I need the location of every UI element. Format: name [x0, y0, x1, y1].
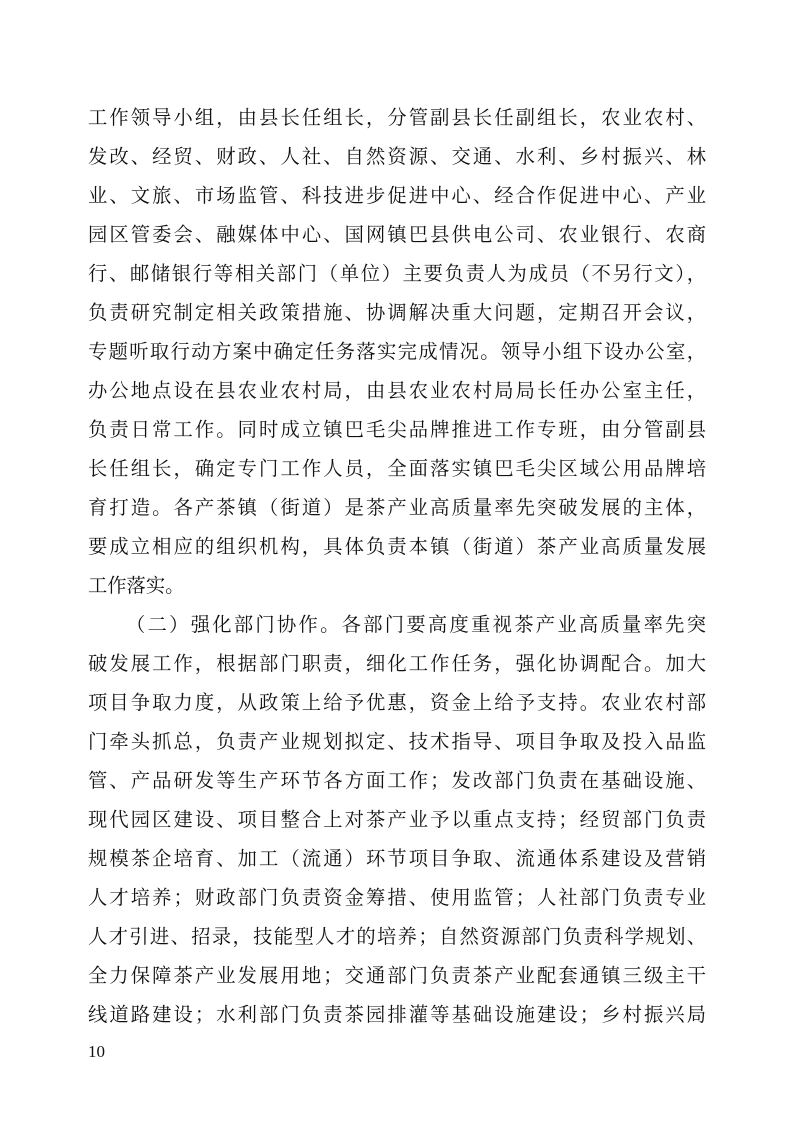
- text-line: 负责研究制定相关政策措施、协调解决重大问题，定期召开会议，: [88, 301, 706, 324]
- page-number: 10: [88, 1042, 105, 1061]
- body-text: [88, 98, 706, 1034]
- text-line: 办公地点设在县农业农村局，由县农业农村局局长任办公室主任，: [88, 379, 706, 402]
- section-heading-line: （二）强化部门协作。各部门要高度重视茶产业高质量率先突: [126, 613, 706, 636]
- text-line: 管、产品研发等生产环节各方面工作；发改部门负责在基础设施、: [88, 769, 706, 792]
- text-line: 门牵头抓总，负责产业规划拟定、技术指导、项目争取及投入品监: [88, 730, 706, 753]
- text-line: 专题听取行动方案中确定任务落实完成情况。领导小组下设办公室，: [88, 340, 706, 363]
- text-line: 工作领导小组，由县长任组长，分管副县长任副组长，农业农村、: [88, 106, 706, 129]
- text-line: 人才引进、招录，技能型人才的培养；自然资源部门负责科学规划、: [88, 925, 706, 948]
- text-line: 规模茶企培育、加工（流通）环节项目争取、流通体系建设及营销: [88, 847, 706, 870]
- text-line: 项目争取力度，从政策上给予优惠，资金上给予支持。农业农村部: [88, 691, 706, 714]
- text-line: 要成立相应的组织机构，具体负责本镇（街道）茶产业高质量发展: [88, 535, 706, 558]
- text-line: 行、邮储银行等相关部门（单位）主要负责人为成员（不另行文），: [88, 262, 706, 285]
- text-line: 育打造。各产茶镇（街道）是茶产业高质量率先突破发展的主体，: [88, 496, 706, 519]
- text-line: 发改、经贸、财政、人社、自然资源、交通、水利、乡村振兴、林: [88, 145, 706, 168]
- text-line: 负责日常工作。同时成立镇巴毛尖品牌推进工作专班，由分管副县: [88, 418, 706, 441]
- text-line: 破发展工作，根据部门职责，细化工作任务，强化协调配合。加大: [88, 652, 706, 675]
- text-line: 全力保障茶产业发展用地；交通部门负责茶产业配套通镇三级主干: [88, 964, 706, 987]
- text-line: 人才培养；财政部门负责资金筹措、使用监管；人社部门负责专业: [88, 886, 706, 909]
- text-line: 园区管委会、融媒体中心、国网镇巴县供电公司、农业银行、农商: [88, 223, 706, 246]
- text-line: 业、文旅、市场监管、科技进步促进中心、经合作促进中心、产业: [88, 184, 706, 207]
- text-line: 长任组长，确定专门工作人员，全面落实镇巴毛尖区域公用品牌培: [88, 457, 706, 480]
- text-line: 工作落实。: [88, 574, 185, 597]
- text-line: 线道路建设；水利部门负责茶园排灌等基础设施建设；乡村振兴局: [88, 1003, 706, 1026]
- text-line: 现代园区建设、项目整合上对茶产业予以重点支持；经贸部门负责: [88, 808, 706, 831]
